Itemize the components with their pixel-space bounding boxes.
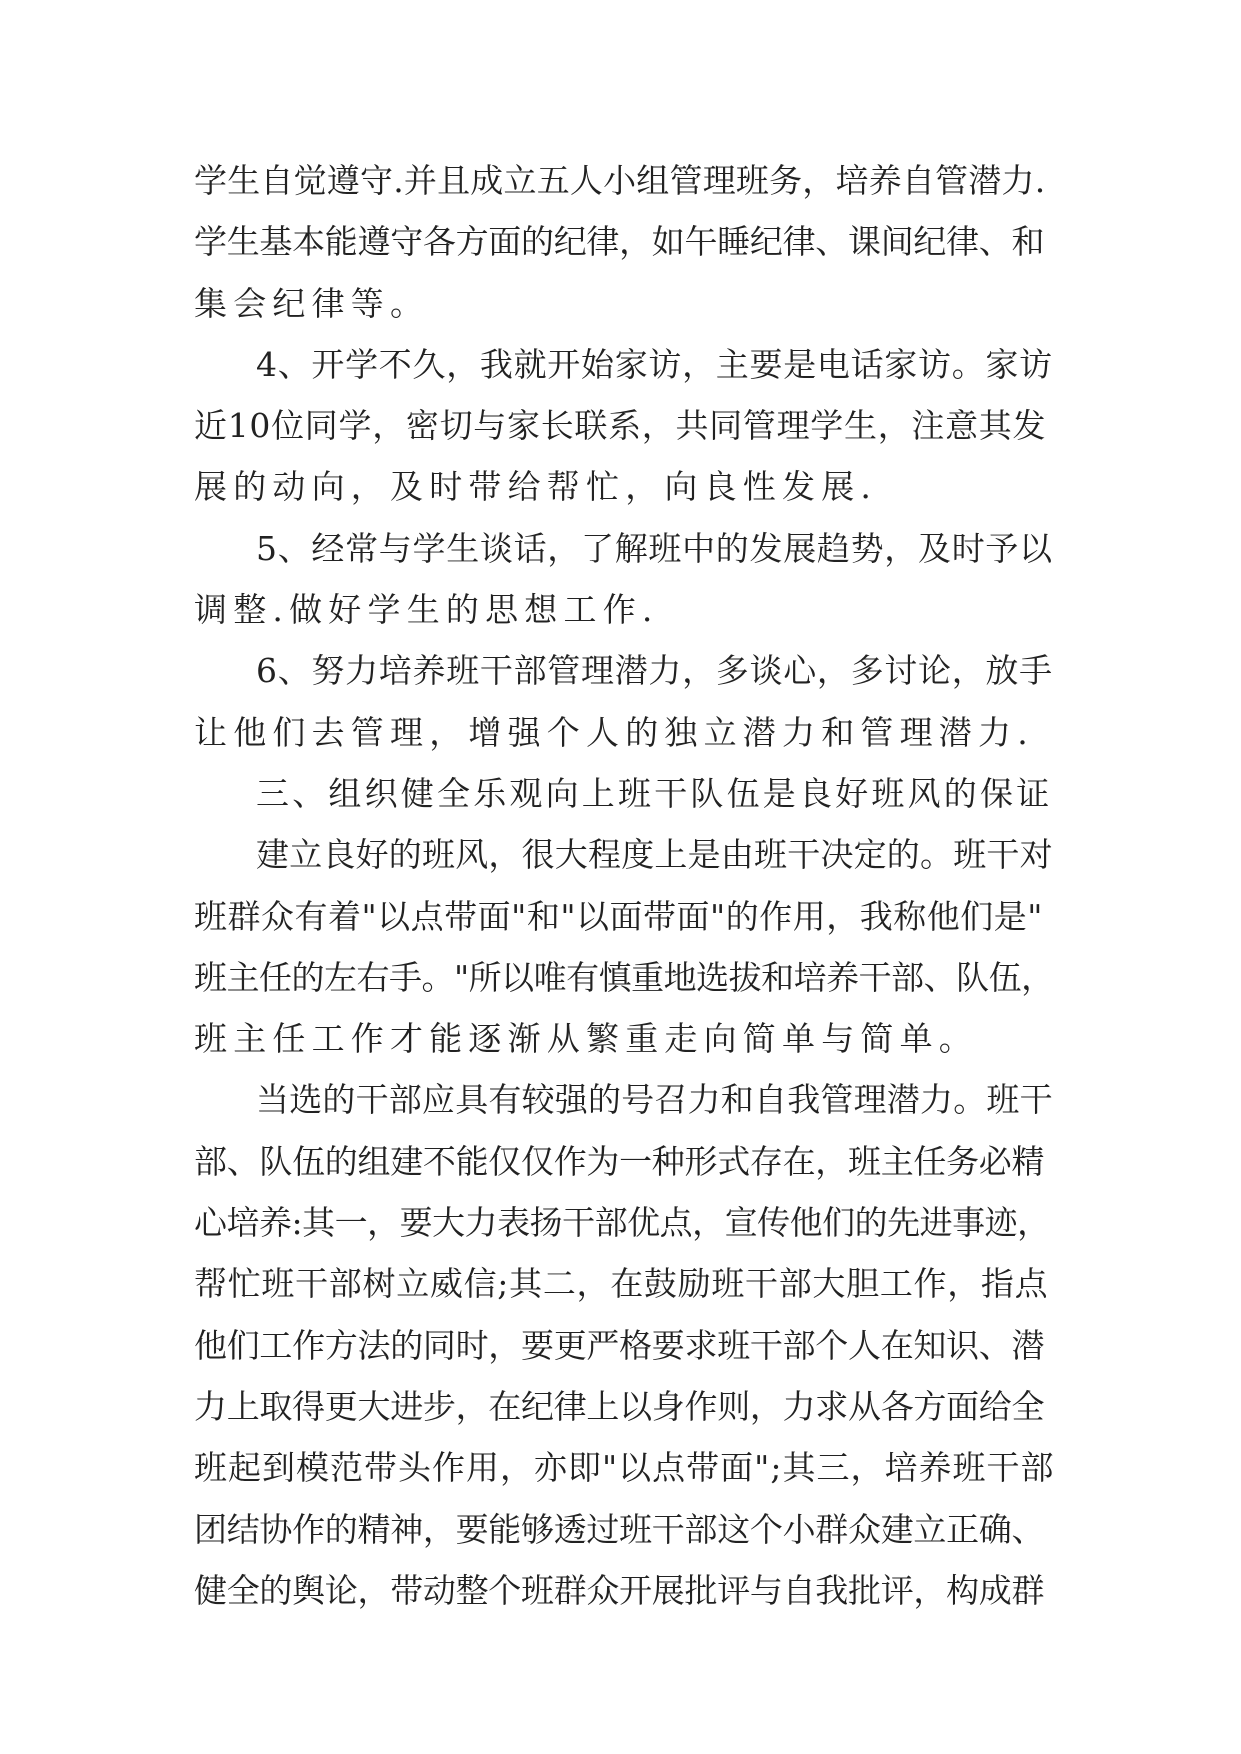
text-line: 班群众有着"以点带面"和"以面带面"的作用，我称他们是" xyxy=(194,896,1043,936)
text-line: 力上取得更大进步，在纪律上以身作则，力求从各方面给全 xyxy=(194,1386,1045,1426)
text-line: 部、队伍的组建不能仅仅作为一种形式存在，班主任务必精 xyxy=(194,1141,1045,1181)
text-line: 让他们去管理，增强个人的独立潜力和管理潜力. xyxy=(194,712,1034,752)
text-line: 班起到模范带头作用，亦即"以点带面";其三，培养班干部 xyxy=(194,1448,1055,1488)
text-line: 调整.做好学生的思想工作. xyxy=(194,590,659,630)
document-body xyxy=(194,150,1054,1621)
text-line: 4、开学不久，我就开始家访，主要是电话家访。家访 xyxy=(256,344,1053,384)
text-line: 他们工作方法的同时，要更严格要求班干部个人在知识、潜 xyxy=(194,1325,1045,1365)
text-line: 学生基本能遵守各方面的纪律，如午睡纪律、课间纪律、和 xyxy=(194,222,1045,262)
text-line: 建立良好的班风，很大程度上是由班干决定的。班干对 xyxy=(256,835,1053,875)
text-line: 心培养:其一，要大力表扬干部优点，宣传他们的先进事迹， xyxy=(194,1203,1050,1243)
text-line: 6、努力培养班干部管理潜力，多谈心，多讨论，放手 xyxy=(256,651,1053,691)
text-line: 学生自觉遵守.并且成立五人小组管理班务，培养自管潜力. xyxy=(194,161,1046,200)
text-line: 班主任的左右手。"所以唯有慎重地选拔和培养干部、队伍， xyxy=(194,957,1054,997)
text-line: 健全的舆论，带动整个班群众开展批评与自我批评，构成群 xyxy=(194,1570,1045,1610)
text-line: 当选的干部应具有较强的号召力和自我管理潜力。班干 xyxy=(256,1080,1053,1120)
text-line: 5、经常与学生谈话，了解班中的发展趋势，及时予以 xyxy=(256,528,1053,568)
text-line: 班主任工作才能逐渐从繁重走向简单与简单。 xyxy=(194,1019,978,1059)
text-line: 团结协作的精神，要能够透过班干部这个小群众建立正确、 xyxy=(194,1509,1045,1549)
text-line: 帮忙班干部树立威信;其二，在鼓励班干部大胆工作，指点 xyxy=(194,1264,1049,1304)
text-line: 展的动向，及时带给帮忙，向良性发展. xyxy=(194,467,878,507)
text-line: 近10位同学，密切与家长联系，共同管理学生，注意其发 xyxy=(194,406,1047,446)
text-line: 集会纪律等。 xyxy=(194,283,430,323)
section-heading: 三、组织健全乐观向上班干队伍是良好班风的保证 xyxy=(256,773,1053,813)
